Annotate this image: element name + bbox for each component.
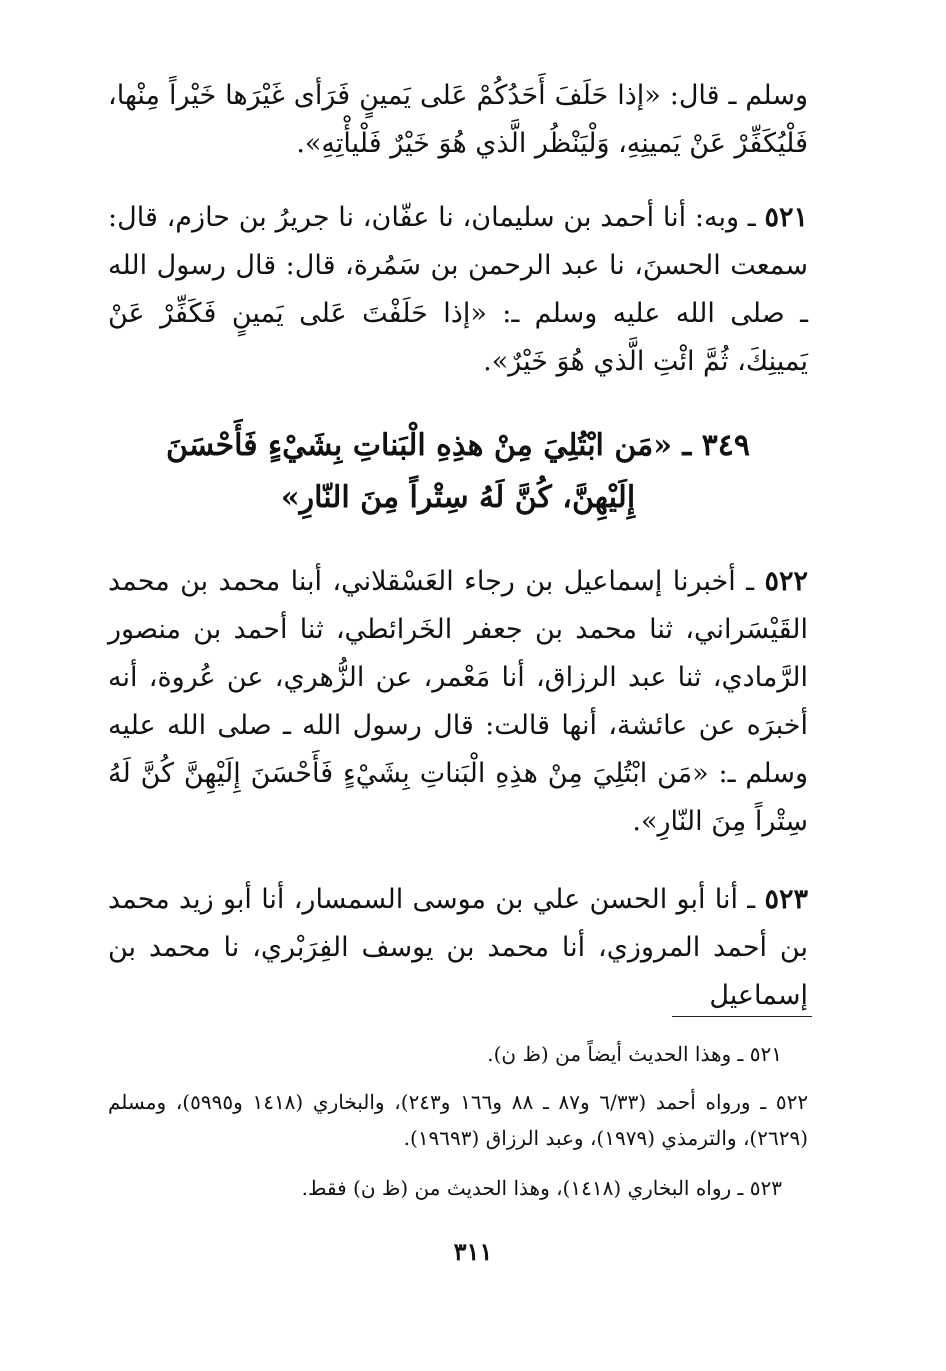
main-text-block: [108, 72, 808, 1020]
footnotes-section: [108, 1036, 808, 1218]
chapter-number: ٣٤٩: [701, 428, 751, 463]
footnote-521: ٥٢١ ـ وهذا الحديث أيضاً من (ظ ن).: [487, 1042, 782, 1066]
hadith-522: [108, 558, 808, 846]
paragraph-intro-text: وسلم ـ قال: «إذا حَلَفَ أَحَدُكُمْ عَلى يَمينٍ فَرَأى غَيْرَها خَيْراً مِنْها، فَلْيُكَفِّرْ عَنْ يَمينِهِ، وَلْيَنْظُر الَّذي هُوَ خَيْرٌ فَلْيأْتِهِ».: [108, 80, 808, 159]
footnote-divider: [672, 1016, 812, 1017]
hadith-number: ٥٢١: [764, 202, 808, 233]
chapter-heading-line-2: إِلَيْهِنَّ، كُنَّ لَهُ سِتْراً مِنَ النّارِ»: [280, 480, 636, 515]
hadith-523: [108, 876, 808, 1020]
hadith-text: ـ أنا أبو الحسن علي بن موسى السمسار، أنا أبو زيد محمد بن أحمد المروزي، أنا محمد بن يوسف الفِرَبْري، نا محمد بن إسماعيل: [108, 884, 808, 1011]
chapter-heading-line-1: [108, 420, 808, 472]
chapter-heading: [108, 420, 808, 524]
hadith-text: ـ أخبرنا إسماعيل بن رجاء العَسْقلاني، أبنا محمد بن محمد القَيْسَراني، ثنا محمد بن جعفر الخَرائطي، ثنا أحمد بن منصور الرَّمادي، ثنا عبد الرزاق، أنا مَعْمر، عن الزُّهري، عن عُروة، أنه أخبرَه عن عائشة، أنها قالت: قال رسول الله ـ صلى الله عليه وسلم ـ: «مَن ابْتُلِيَ مِنْ هذِهِ الْبَناتِ بِشَيْءٍ فَأَحْسَنَ إِلَيْهِنَّ كُنَّ لَهُ سِتْراً مِنَ النّارِ».: [108, 566, 808, 837]
hadith-521: [108, 194, 808, 386]
footnote-523: ٥٢٣ ـ رواه البخاري (١٤١٨)، وهذا الحديث من (ظ ن) فقط.: [301, 1176, 782, 1200]
paragraph-intro: [108, 72, 808, 168]
hadith-text: ـ وبه: أنا أحمد بن سليمان، نا عفّان، نا جريرُ بن حازم، قال: سمعت الحسنَ، نا عبد الرحمن بن سَمُرة، قال: قال رسول الله ـ صلى الله عليه وسلم ـ: «إذا حَلَفْتَ عَلى يَمينٍ فَكَفِّرْ عَنْ يَمينِكَ، ثُمَّ ائْتِ الَّذي هُوَ خَيْرٌ».: [108, 202, 808, 377]
footnote-522: ٥٢٢ ـ ورواه أحمد (٦/٣٣ و٨٧ ـ ٨٨ و١٦٦ و٢٤٣)، والبخاري (١٤١٨ و٥٩٩٥)، ومسلم (٢٦٢٩)، والترمذي (١٩٧٩)، وعبد الرزاق (١٩٦٩٣).: [108, 1090, 809, 1150]
hadith-number: ٥٢٢: [764, 566, 808, 597]
hadith-number: ٥٢٣: [764, 884, 808, 915]
chapter-title-part-1: ـ «مَن ابْتُلِيَ مِنْ هذِهِ الْبَناتِ بِشَيْءٍ فَأَحْسَنَ: [165, 428, 692, 463]
page-number: ٣١١: [453, 1237, 493, 1266]
